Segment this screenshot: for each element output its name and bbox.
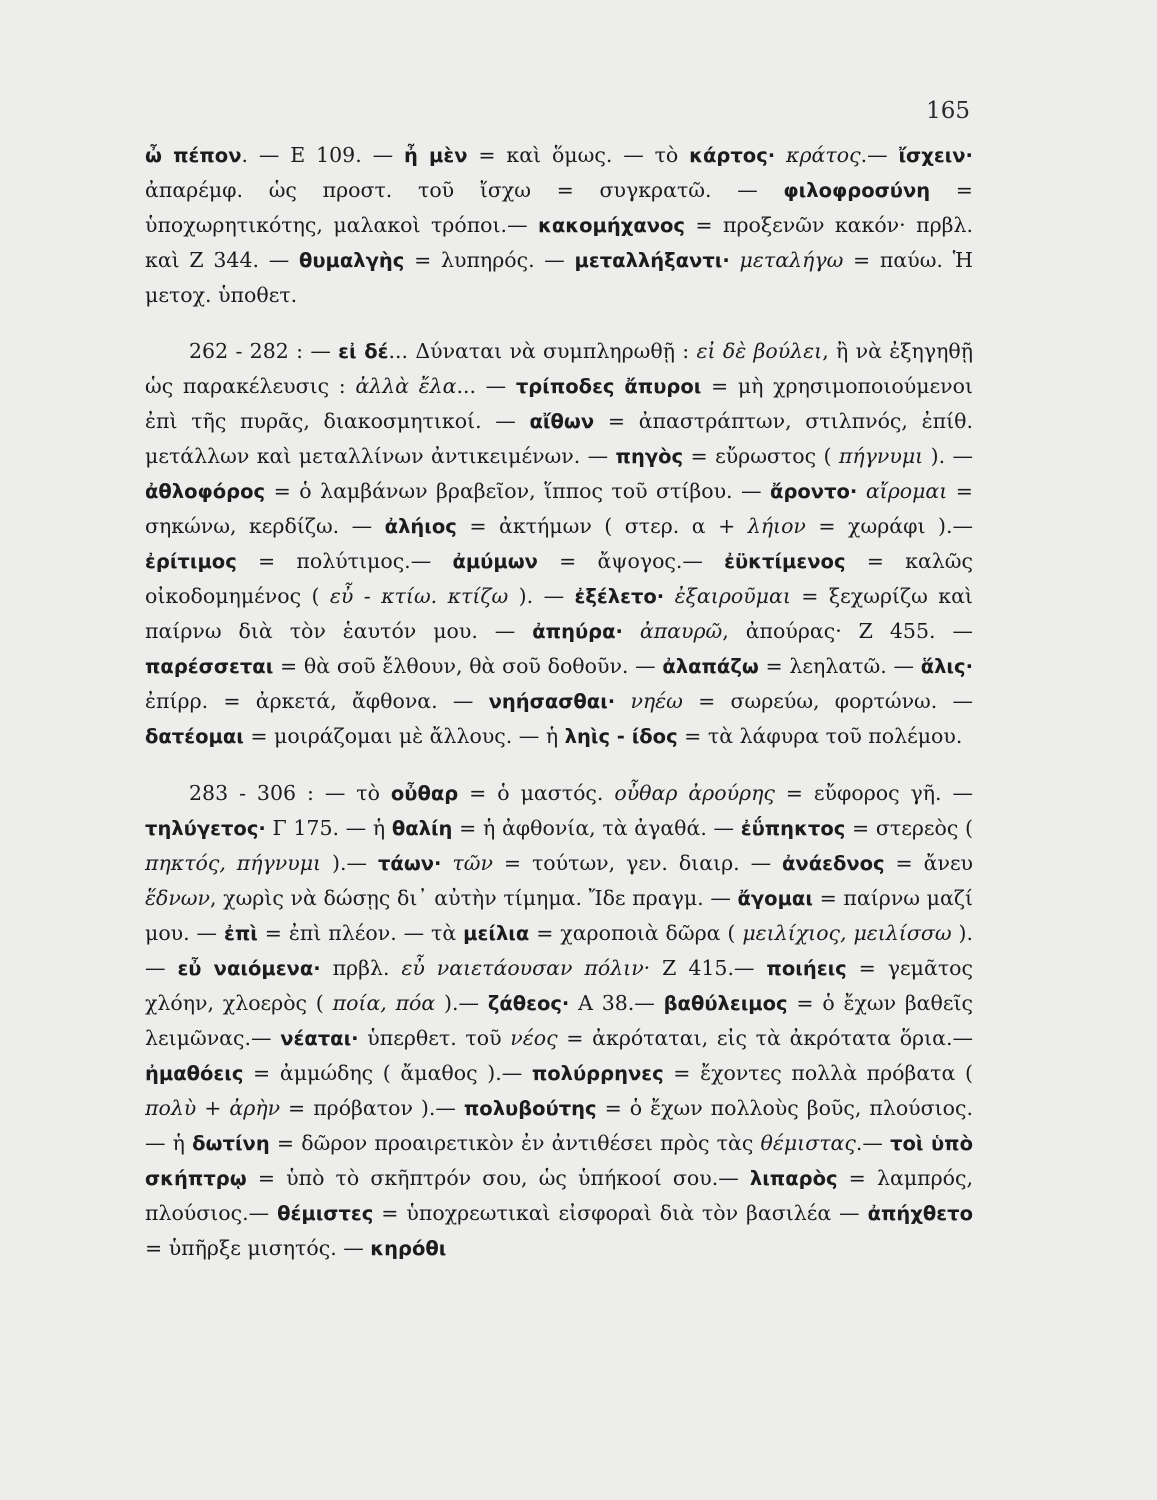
gloss-text: = εὔφορος γῆ. — xyxy=(774,781,973,805)
headword: κακομήχανος xyxy=(538,214,685,237)
gloss-text: ). — xyxy=(508,584,575,608)
headword: ἀλήιος xyxy=(384,515,457,538)
headword: ἀθλοφόρος xyxy=(145,480,266,503)
gloss-text: = τούτων, γεν. διαιρ. — xyxy=(492,851,783,875)
gloss-text: = τὰ λάφυρα τοῦ πολέμου. xyxy=(677,724,963,748)
headword: ἐπὶ xyxy=(223,922,258,945)
headword: τοὶ ὑπὸ σκήπτρῳ xyxy=(145,1132,973,1190)
gloss-text: 262 - 282 : — xyxy=(189,339,339,363)
gloss-text: = στερεὸς ( xyxy=(845,816,973,840)
italic-term: εὖ - κτίω. κτίζω xyxy=(329,584,509,608)
gloss-text: = προξενῶν κακόν· πρβλ. καὶ Ζ 344. — xyxy=(145,213,973,272)
headword: ἐρίτιμος xyxy=(145,550,237,573)
headword: δωτίνη xyxy=(192,1132,270,1155)
gloss-text: = ἀμμώδης ( ἄμαθος ).— xyxy=(243,1061,532,1085)
italic-term: πολὺ xyxy=(145,1096,197,1120)
headword: φιλοφροσύνη xyxy=(783,179,931,202)
headword: εὖ ναιόμενα· xyxy=(177,957,321,980)
headword: ἀλαπάζω xyxy=(662,655,759,678)
headword: κάρτος· xyxy=(689,144,776,167)
gloss-text: ).— xyxy=(435,991,488,1015)
paragraph-1 xyxy=(145,138,973,312)
headword: ἄροντο· xyxy=(770,480,858,503)
headword: θέμιστες xyxy=(277,1202,374,1225)
headword: ἀπήχθετο xyxy=(867,1202,973,1225)
gloss-text: ἐπίρρ. = ἀρκετά, ἄφθονα. — xyxy=(145,689,489,713)
headword: ἐϋκτίμενος xyxy=(724,550,846,573)
headword: μείλια xyxy=(463,922,530,945)
gloss-text xyxy=(775,143,786,167)
italic-term: θέμιστας xyxy=(760,1131,856,1155)
gloss-text: = εὔρωστος ( xyxy=(683,444,839,468)
italic-term: μεταλήγω xyxy=(739,248,844,272)
italic-term: αἴρομαι xyxy=(865,479,948,503)
headword: ἠμαθόεις xyxy=(145,1062,244,1085)
headword: οὖθαρ xyxy=(390,782,459,805)
gloss-text: = μὴ χρησιμοποιούμενοι ἐπὶ τῆς πυρᾶς, διακοσμητικοί. — xyxy=(145,374,973,433)
gloss-text: = λαμπρός, πλούσιος.— xyxy=(145,1166,974,1225)
gloss-text: πρβλ. xyxy=(320,956,402,980)
gloss-text: .— xyxy=(855,1131,891,1155)
gloss-text: = ξεχωρίζω καὶ παίρνω διὰ τὸν ἑαυτόν μου. — xyxy=(145,584,973,643)
headword: πολυβούτης xyxy=(463,1097,597,1120)
gloss-text: + xyxy=(196,1096,230,1120)
headword: ἄγομαι xyxy=(737,887,813,910)
gloss-text xyxy=(857,479,865,503)
italic-term: πήγνυμι xyxy=(838,444,924,468)
gloss-text: = ἄψογος.— xyxy=(537,549,725,573)
italic-term: ποία, πόα xyxy=(332,991,436,1015)
gloss-text: = μοιράζομαι μὲ ἄλλους. — ἡ xyxy=(243,724,565,748)
italic-term: πηκτός, πήγνυμι xyxy=(145,851,322,875)
gloss-text: = ἀκτήμων ( στερ. α + xyxy=(456,514,748,538)
gloss-text: , ἢ νὰ ἐξηγηθῇ ὡς παρακέλευσις : xyxy=(145,339,973,398)
italic-term: ἀλλὰ ἔλα xyxy=(355,374,457,398)
gloss-text: ). — xyxy=(923,444,974,468)
headword: ληὶς - ίδος xyxy=(564,725,678,748)
gloss-text: = ὑπὸ τὸ σκῆπτρόν σου, ὡς ὑπήκοοί σου.— xyxy=(246,1166,750,1190)
gloss-text: = πρόβατον ).— xyxy=(280,1096,464,1120)
gloss-text: = ὑποχρεωτικαὶ εἰσφοραὶ διὰ τὸν βασιλέα — xyxy=(373,1201,868,1225)
italic-term: οὖθαρ ἀρούρης xyxy=(614,781,775,805)
headword: ἐξέλετο· xyxy=(574,585,665,608)
gloss-text: = σωρεύω, φορτώνω. — xyxy=(682,689,973,713)
gloss-text: = σηκώνω, κερδίζω. — xyxy=(145,479,973,538)
italic-term: νηέω xyxy=(630,689,683,713)
gloss-text: = ἡ ἀφθονία, τὰ ἀγαθά. — xyxy=(452,816,741,840)
gloss-text: = ὁ ἔχων πολλοὺς βοῦς, πλούσιος.— ἡ xyxy=(145,1096,973,1155)
headword: ὦ πέπον xyxy=(145,144,242,167)
gloss-text xyxy=(441,851,452,875)
paragraph-283-306 xyxy=(145,776,973,1266)
gloss-text: = δῶρον προαιρετικὸν ἐν ἀντιθέσει πρὸς τὰς xyxy=(269,1131,761,1155)
italic-term: εἰ δὲ βούλει xyxy=(696,339,823,363)
headword: ζάθεος· xyxy=(487,992,570,1015)
headword: εἰ δέ xyxy=(338,340,389,363)
gloss-text: = χαροποιὰ δῶρα ( xyxy=(529,921,743,945)
italic-term: κράτος xyxy=(786,143,861,167)
gloss-text: = ὁ μαστός. xyxy=(458,781,615,805)
gloss-text: ὑπερθετ. τοῦ xyxy=(358,1026,511,1050)
headword: λιπαρὸς xyxy=(749,1167,838,1190)
gloss-text: = θὰ σοῦ ἔλθουν, θὰ σοῦ δοθοῦν. — xyxy=(273,654,663,678)
gloss-text: ).— xyxy=(321,851,378,875)
headword: νέαται· xyxy=(280,1027,359,1050)
gloss-text: = ὁ λαμβάνων βραβεῖον, ἵππος τοῦ στίβου. — xyxy=(265,479,771,503)
gloss-text: = παύω. Ἡ μετοχ. ὑποθετ. xyxy=(145,248,973,307)
headword: παρέσσεται xyxy=(145,655,274,678)
headword: τάων· xyxy=(377,852,442,875)
gloss-text: = ἐπὶ πλέον. — τὰ xyxy=(257,921,464,945)
headword: τρίποδες ἄπυροι xyxy=(515,375,702,398)
gloss-text: Γ 175. — ἡ xyxy=(265,816,392,840)
gloss-text: ... Δύναται νὰ συμπληρωθῇ : xyxy=(388,339,697,363)
italic-term: ἀρὴν xyxy=(229,1096,281,1120)
gloss-text: , χωρὶς νὰ δώσῃς δι᾽ αὐτὴν τίμημα. Ἴδε πραγμ. — xyxy=(209,886,738,910)
headword: νηήσασθαι· xyxy=(488,690,616,713)
gloss-text: ).— xyxy=(145,921,973,980)
headword: κηρόθι xyxy=(370,1237,447,1260)
gloss-text xyxy=(730,248,740,272)
italic-term: ἐξαιροῦμαι xyxy=(674,584,791,608)
headword: δατέομαι xyxy=(145,725,244,748)
gloss-text: ἀπαρέμφ. ὡς προστ. τοῦ ἴσχω = συγκρατῶ. — xyxy=(145,178,784,202)
gloss-text: = ἀκρόταται, εἰς τὰ ἀκρότατα ὅρια.— xyxy=(557,1026,973,1050)
headword: θυμαλγὴς xyxy=(298,249,405,272)
gloss-text: , ἀπούρας· Ζ 455. — xyxy=(722,619,973,643)
gloss-text xyxy=(664,584,674,608)
italic-term: τῶν xyxy=(452,851,493,875)
headword: βαθύλειμος xyxy=(663,992,788,1015)
headword: ἦ μὲν xyxy=(403,144,468,167)
gloss-text: = ἔχοντες πολλὰ πρόβατα ( xyxy=(663,1061,973,1085)
gloss-text: = ὑποχωρητικότης, μαλακοὶ τρόποι.— xyxy=(145,178,973,237)
gloss-text: = πολύτιμος.— xyxy=(236,549,453,573)
gloss-text: = χωράφι ).— xyxy=(805,514,973,538)
gloss-text: . — Ε 109. — xyxy=(241,143,404,167)
italic-term: εὖ ναιετάουσαν πόλιν· xyxy=(401,956,651,980)
headword: αἴθων xyxy=(529,410,595,433)
headword: πολύρρηνες xyxy=(531,1062,664,1085)
headword: μεταλλήξαντι· xyxy=(574,249,730,272)
gloss-text: = ὁ ἔχων βαθεῖς λειμῶνας.— xyxy=(145,991,974,1050)
headword: θαλίη xyxy=(391,817,453,840)
gloss-text: = ὑπῆρξε μισητός. — xyxy=(145,1236,371,1260)
gloss-text: ... — xyxy=(456,374,516,398)
italic-term: ἀπαυρῶ xyxy=(639,619,723,643)
italic-term: νέος xyxy=(510,1026,558,1050)
paragraph-262-282 xyxy=(145,334,973,754)
headword: ἀμύμων xyxy=(452,550,538,573)
headword: πηγὸς xyxy=(615,445,684,468)
gloss-text: = ἀπαστράπτων, στιλπνός, ἐπίθ. μετάλλων καὶ μεταλλίνων ἀντικειμένων. — xyxy=(145,409,973,468)
gloss-text: = γεμᾶτος χλόην, χλοερὸς ( xyxy=(145,956,973,1015)
gloss-text: Α 38.— xyxy=(569,991,664,1015)
gloss-text: .— xyxy=(860,143,899,167)
gloss-text: = καλῶς οἰκοδομημένος ( xyxy=(145,549,973,608)
headword: ἀπηύρα· xyxy=(532,620,623,643)
gloss-text: = ἄνευ xyxy=(884,851,974,875)
gloss-text: Ζ 415.— xyxy=(650,956,767,980)
headword: τηλύγετος· xyxy=(145,817,266,840)
italic-term: λήιον xyxy=(747,514,806,538)
gloss-text: 283 - 306 : — τὸ xyxy=(189,781,391,805)
gloss-text: = παίρνω μαζί μου. — xyxy=(145,886,973,945)
gloss-text xyxy=(615,689,630,713)
gloss-text xyxy=(623,619,640,643)
headword: ἐΰπηκτος xyxy=(740,817,846,840)
page-number: 165 xyxy=(926,98,970,124)
headword: ἀνάεδνος xyxy=(782,852,885,875)
gloss-text: = λεηλατῶ. — xyxy=(758,654,921,678)
italic-term: ἕδνων xyxy=(145,886,210,910)
headword: ἅλις· xyxy=(920,655,973,678)
headword: ποιήεις xyxy=(766,957,847,980)
italic-term: μειλίχιος, μειλίσσω xyxy=(742,921,952,945)
headword: ἴσχειν· xyxy=(898,144,973,167)
gloss-text: = καὶ ὅμως. — τὸ xyxy=(467,143,690,167)
commentary-text xyxy=(145,138,973,1266)
gloss-text: = λυπηρός. — xyxy=(404,248,575,272)
